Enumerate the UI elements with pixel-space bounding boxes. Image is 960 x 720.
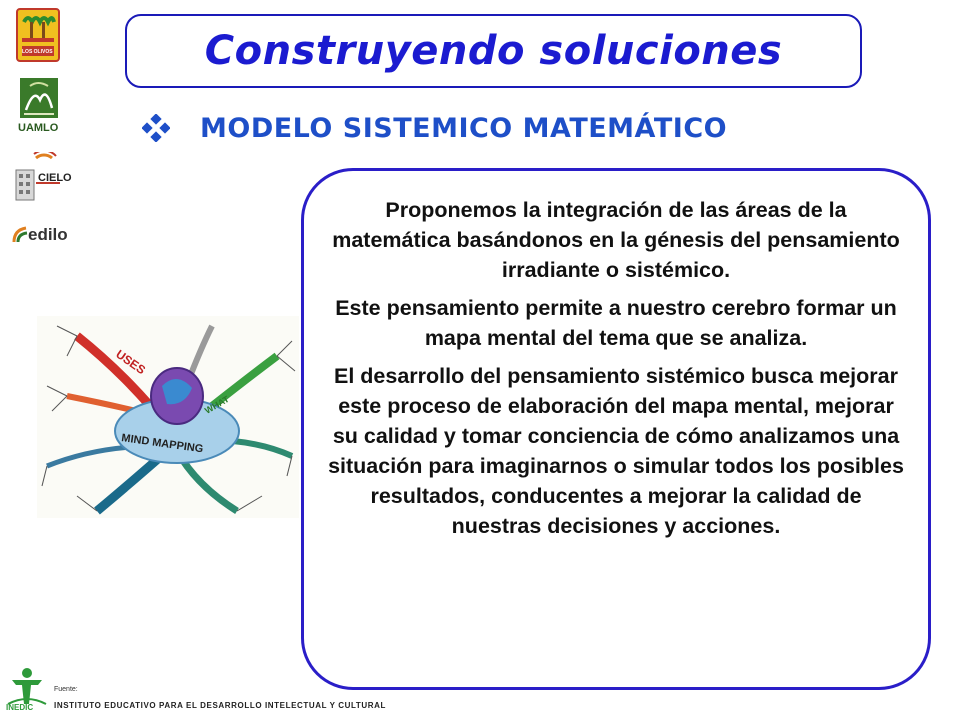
mind-map-center-label: MIND MAPPING: [120, 432, 204, 456]
title-banner: [125, 14, 862, 88]
paragraph-3: El desarrollo del pensamiento sistémico busca mejorar este proceso de elaboración del mapa mental, mejorar su calidad y tomar conciencia de cómo analizamos una situación para imaginarnos o simular todos los posibles resultados, conducentes a mejorar la calidad de nuestras decisiones y acciones.: [328, 364, 904, 538]
subtitle-row: [142, 108, 727, 148]
mind-map-illustration: [37, 316, 299, 518]
inedic-label: INEDIC: [6, 703, 34, 712]
paragraph-2: Este pensamiento permite a nuestro cerebro formar un mapa mental del tema que se analiza.: [335, 296, 897, 350]
uamlo-label: UAMLO: [18, 122, 59, 134]
source-label: Fuente:: [54, 686, 78, 693]
cielo-label: CIELO: [38, 172, 72, 184]
page-title: Construyendo soluciones: [204, 28, 783, 74]
mind-map-uses-label: USES: [113, 346, 149, 378]
section-subtitle: MODELO SISTEMICO MATEMÁTICO: [200, 112, 728, 144]
institute-label: INSTITUTO EDUCATIVO PARA EL DESARROLLO INTELECTUAL Y CULTURAL: [54, 701, 387, 710]
content-box: [301, 168, 931, 690]
uamlo-logo: [20, 78, 58, 118]
edilo-label: edilo: [28, 225, 68, 244]
mind-map-what-label: WHAT: [203, 393, 231, 416]
diamond-bullet-icon: [142, 114, 170, 142]
paragraph-1: Proponemos la integración de las áreas de la matemática basándonos en la génesis del pensamiento irradiante o sistémico.: [332, 198, 900, 282]
los-olivos-label: LOS OLIVOS: [22, 49, 53, 55]
